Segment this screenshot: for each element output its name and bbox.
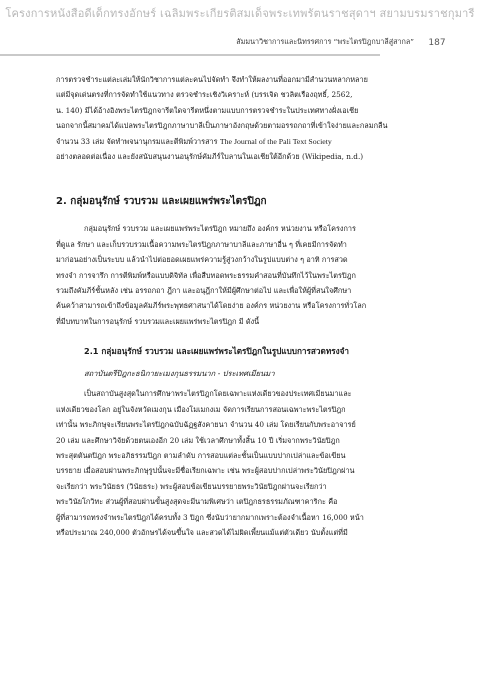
page-body [56, 72, 454, 540]
text-line: บรรยาย เมื่อสอบผ่านพระภิกษุรูปนั้นจะมีชื่อเรียกเฉพาะ เช่น พระผู้สอบปากเปล่าพระวินัยปิฎกผ่าน [56, 466, 355, 476]
text-line: ทรงจำ การจารึก การตีพิมพ์หรือแบบดิจิทัล เพื่อสืบทอดพระธรรมคำสอนที่บันทึกไว้ในพระไตรปิฎก [56, 270, 356, 280]
text-line: หรือประมาณ 240,000 ตัวอักษรได้จนขึ้นใจ และสวดได้ไม่ผิดเพี้ยนแม้แต่ตัวเดียว นับตั้งแต่ที่มี [56, 527, 348, 537]
text-line: ค้นคว้าสามารถเข้าถึงข้อมูลคัมภีร์พระพุทธศาสนาได้โดยง่าย องค์กร หน่วยงาน หรือโครงการทั่วโลก [56, 301, 367, 311]
page-number: 187 [428, 38, 446, 48]
text-line: ผู้ที่สามารถทรงจำพระไตรปิฎกได้ครบทั้ง 3 ปิฎก ซึ่งนับว่ายากมากเพราะต้องจำเนื้อหา 16,000 หน้า [56, 512, 364, 522]
institution-heading: สถาบันตรีปิฎกะธนิกายะเมงกุนธรรมนาก - ประเทศเมียนมา [84, 369, 275, 379]
text-line: เท่านั้น พระภิกษุจะเรียนพระไตรปิฎกฉบับฉัฏฐสังคายนา จำนวน 40 เล่ม โดยเรียนกับพระอาจารย์ [56, 420, 356, 430]
text-line: อย่างตลอดต่อเนื่อง และยังสนับสนุนงานอนุรักษ์คัมภีร์ใบลานในเอเชียใต้อีกด้วย (Wikipedia, n.d.) [56, 152, 364, 162]
header-rule [0, 54, 380, 56]
text-line: เป็นสถาบันสูงสุดในการศึกษาพระไตรปิฎกโดยเฉพาะแห่งเดียวของประเทศเมียนมาและ [84, 389, 352, 399]
text-line-with-journal [56, 134, 454, 149]
text-fragment: จำนวน 33 เล่ม จัดทำพจนานุกรมและตีพิมพ์วารสาร [56, 136, 218, 146]
text-line: 20 เล่ม และศึกษาวิจัยด้วยตนเองอีก 20 เล่ม ใช้เวลาศึกษาทั้งสิ้น 10 ปี เริ่มจากพระวินัยปิฎก [56, 435, 340, 445]
text-line: รวมถึงคัมภีร์ชั้นหลัง เช่น อรรถกถา ฎีกา และอนุฎีกาให้มีผู้ศึกษาต่อไป และเพื่อให้ผู้ที่สนใจศึกษา [56, 286, 352, 296]
text-line: นอกจากนี้สมาคมได้แปลพระไตรปิฎกภาษาบาลีเป็นภาษาอังกฤษด้วยตามอรรถกถาที่เข้าใจง่ายและกลมกลืน [56, 121, 388, 131]
journal-title: The Journal of the Pali Text Society [219, 136, 332, 146]
text-line: การตรวจชำระแต่ละเล่มให้นักวิชาการแต่ละคนไปจัดทำ จึงทำให้ผลงานที่ออกมามีสำนวนหลากหลาย [56, 75, 368, 84]
text-line: น. 140) มีได้อ้างอิงพระไตรปิฎกจารีตใดจารีตหนึ่งตามแบบการตรวจชำระในประเทศทางฝั่งเอเชีย [56, 105, 359, 115]
page-header [0, 32, 480, 56]
running-title: สัมมนาวิชาการและนิทรรศการ “พระไตรปิฎกบาลีสู่สากล” [236, 37, 414, 46]
text-line: ที่ดูแล รักษา และเก็บรวบรวมเนื้อความพระไตรปิฎกภาษาบาลีและภาษาอื่น ๆ ที่เคยมีการจัดทำ [56, 239, 347, 249]
subsection-heading: 2.1 กลุ่มอนุรักษ์ รวบรวม และเผยแพร่พระไตรปิฎกในรูปแบบการสวดทรงจำ [84, 346, 350, 357]
text-line: ที่มีบทบาทในการอนุรักษ์ รวบรวมและเผยแพร่พระไตรปิฎก มี ดังนี้ [56, 316, 260, 326]
project-title: โครงการหนังสือดีเด็กทรงอักษร์ เฉลิมพระเกียรติสมเด็จพระเทพรัตนราชสุดาฯ สยามบรมราชกุมารี [5, 7, 475, 20]
paragraph-2 [56, 221, 454, 329]
text-line: พระสุตตันตปิฎก พระอภิธรรมปิฎก ตามลำดับ การสอบแต่ละชั้นเป็นแบบปากเปล่าและข้อเขียน [56, 450, 346, 460]
text-line: แต่มีจุดเด่นตรงที่การจัดทำใช้แนวทาง ตรวจชำระเชิงวิเคราะห์ (บรรเจิด ชวลิตเรืองฤทธิ์, 2562, [56, 90, 353, 100]
book-project-banner [0, 0, 480, 26]
section-heading: 2. กลุ่มอนุรักษ์ รวบรวม และเผยแพร่พระไตรปิฎก [56, 196, 267, 208]
text-line: มาก่อนอย่างเป็นระบบ แล้วนำไปต่อยอดเผยแพร่ความรู้สู่วงกว้างในรูปแบบต่าง ๆ อาทิ การสวด [56, 255, 348, 265]
text-line: พระวินัยโกวิทะ ส่วนผู้ที่สอบผ่านขั้นสูงสุดจะมีนามพิเศษว่า เตปิฎกธรธรรมภัณฑาคาริกะ คือ [56, 497, 338, 507]
paragraph-1 [56, 72, 454, 164]
text-line: แห่งเดียวของโลก อยู่ในจังหวัดเมงกุน เมืองโมเมกงเม จัดการเรียนการสอนเฉพาะพระไตรปิฎก [56, 404, 346, 414]
text-line: กลุ่มอนุรักษ์ รวบรวม และเผยแพร่พระไตรปิฎก หมายถึง องค์กร หน่วยงาน หรือโครงการ [84, 224, 356, 234]
text-line: จะเรียกว่า พระวินัยธร (วินัยธระ) พระผู้สอบข้อเขียนบรรยายพระวินัยปิฎกผ่านจะเรียกว่า [56, 481, 327, 491]
paragraph-3 [56, 386, 454, 540]
